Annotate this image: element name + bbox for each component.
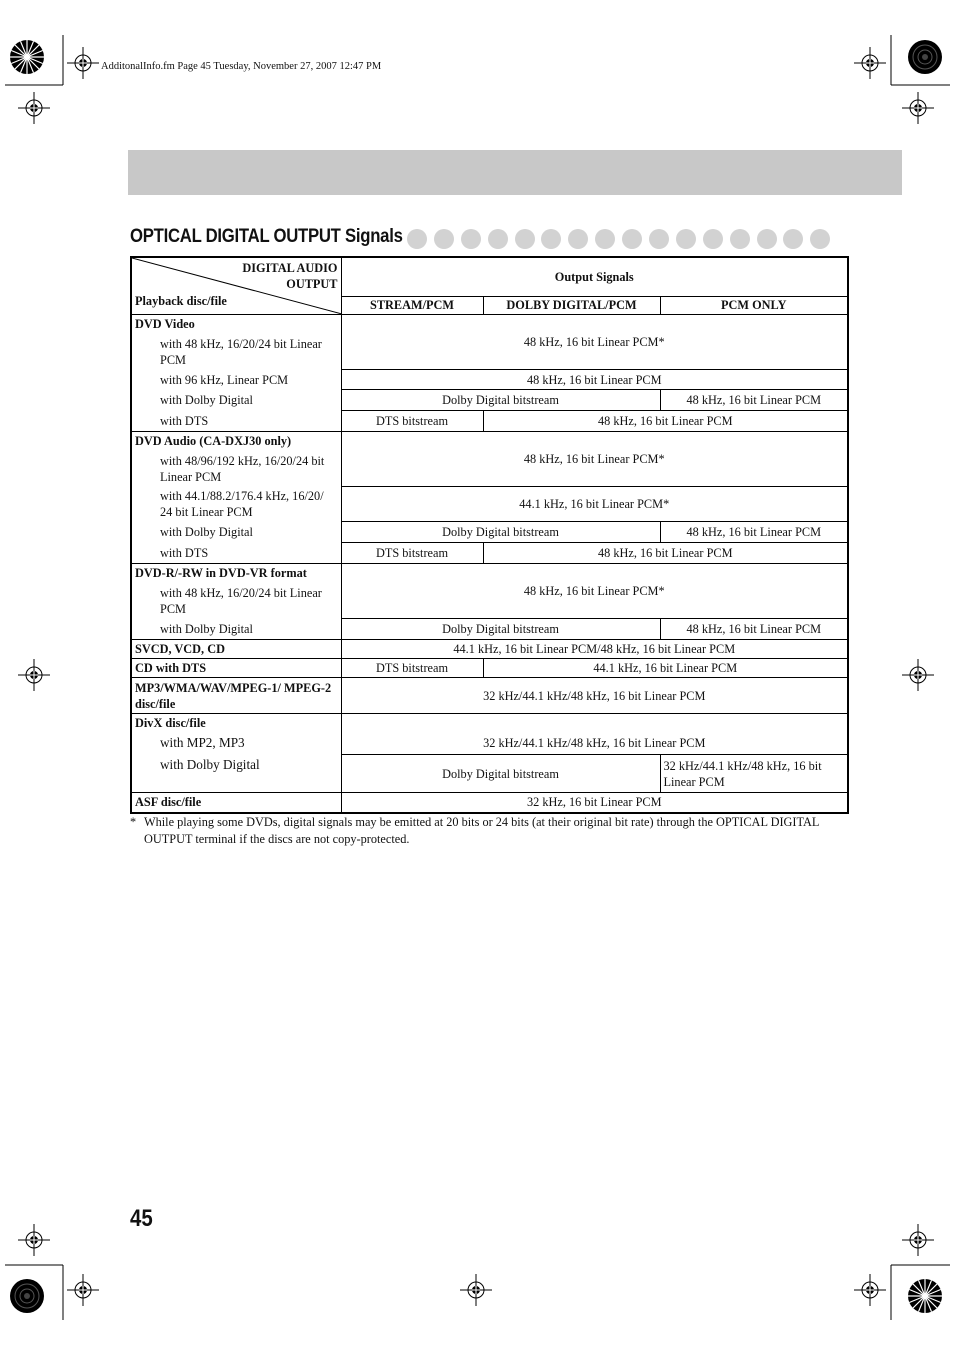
table-cell: 48 kHz, 16 bit Linear PCM: [483, 411, 848, 432]
row-label: with Dolby Digital: [131, 619, 341, 640]
col-stream-pcm: STREAM/PCM: [341, 296, 483, 314]
section-title: OPTICAL DIGITAL OUTPUT Signals: [130, 226, 403, 247]
row-label-asf: ASF disc/file: [131, 793, 341, 813]
group-title-dvd-video: DVD Video: [131, 315, 341, 334]
table-cell: 48 kHz, 16 bit Linear PCM: [341, 370, 848, 390]
row-label: with Dolby Digital: [131, 755, 341, 793]
corner-bottom-label: Playback disc/file: [135, 294, 227, 308]
group-title-divx: DivX disc/file: [131, 714, 341, 732]
row-label: with DTS: [131, 543, 341, 564]
group-title-dvd-audio: DVD Audio (CA-DXJ30 only): [131, 432, 341, 451]
row-label: with MP2, MP3: [131, 732, 341, 755]
table-cell: 48 kHz, 16 bit Linear PCM*: [341, 432, 848, 487]
row-label-svcd: SVCD, VCD, CD: [131, 640, 341, 659]
table-cell: 48 kHz, 16 bit Linear PCM: [660, 390, 848, 411]
table-cell: 48 kHz, 16 bit Linear PCM: [483, 543, 848, 564]
group-title-dvd-vr: DVD-R/-RW in DVD-VR format: [131, 564, 341, 583]
row-label: with 48 kHz, 16/20/24 bit Linear PCM: [131, 334, 341, 370]
row-label: with DTS: [131, 411, 341, 432]
title-dot-decoration: [407, 229, 845, 249]
footnote: [130, 814, 846, 848]
row-label: with 44.1/88.2/176.4 kHz, 16/20/ 24 bit Linear PCM: [131, 487, 341, 522]
row-label: with Dolby Digital: [131, 390, 341, 411]
file-header: AdditonalInfo.fm Page 45 Tuesday, November 27, 2007 12:47 PM: [101, 61, 382, 72]
header-band: [128, 150, 902, 195]
table-cell: 48 kHz, 16 bit Linear PCM*: [341, 564, 848, 619]
table-cell: Dolby Digital bitstream: [341, 390, 660, 411]
table-cell: 32 kHz/44.1 kHz/48 kHz, 16 bit Linear PCM: [341, 714, 848, 755]
col-pcm-only: PCM ONLY: [660, 296, 848, 314]
footnote-mark: *: [130, 815, 137, 829]
table-corner-header: [131, 257, 341, 315]
table-cell: Dolby Digital bitstream: [341, 522, 660, 543]
output-signals-table: [130, 256, 849, 814]
row-label-mp3: MP3/WMA/WAV/MPEG-1/ MPEG-2 disc/file: [131, 678, 341, 714]
footnote-text: While playing some DVDs, digital signals may be emitted at 20 bits or 24 bits (at their original bit rate) through the OPTICAL DIGITAL OUTPUT terminal if the discs are not copy-protected.: [144, 815, 819, 846]
table-cell: DTS bitstream: [341, 659, 483, 678]
output-signals-header: Output Signals: [341, 257, 848, 296]
table-cell: DTS bitstream: [341, 543, 483, 564]
table-cell: 32 kHz, 16 bit Linear PCM: [341, 793, 848, 813]
table-cell: DTS bitstream: [341, 411, 483, 432]
table-cell: 32 kHz/44.1 kHz/48 kHz, 16 bit Linear PCM: [660, 755, 848, 793]
row-label-cd-dts: CD with DTS: [131, 659, 341, 678]
table-cell: 32 kHz/44.1 kHz/48 kHz, 16 bit Linear PCM: [341, 678, 848, 714]
table-cell: 44.1 kHz, 16 bit Linear PCM*: [341, 487, 848, 522]
row-label: with 48 kHz, 16/20/24 bit Linear PCM: [131, 583, 341, 619]
table-cell: 44.1 kHz, 16 bit Linear PCM/48 kHz, 16 bit Linear PCM: [341, 640, 848, 659]
col-dolby-digital-pcm: DOLBY DIGITAL/PCM: [483, 296, 660, 314]
corner-top-line1: DIGITAL AUDIO: [242, 261, 338, 275]
table-cell: 44.1 kHz, 16 bit Linear PCM: [483, 659, 848, 678]
page-number: 45: [130, 1205, 153, 1232]
table-cell: 48 kHz, 16 bit Linear PCM: [660, 522, 848, 543]
row-label: with Dolby Digital: [131, 522, 341, 543]
table-cell: Dolby Digital bitstream: [341, 619, 660, 640]
row-label: with 96 kHz, Linear PCM: [131, 370, 341, 390]
table-cell: 48 kHz, 16 bit Linear PCM: [660, 619, 848, 640]
row-label: with 48/96/192 kHz, 16/20/24 bit Linear PCM: [131, 451, 341, 487]
table-cell: Dolby Digital bitstream: [341, 755, 660, 793]
table-cell: 48 kHz, 16 bit Linear PCM*: [341, 315, 848, 370]
corner-top-line2: OUTPUT: [286, 277, 338, 291]
